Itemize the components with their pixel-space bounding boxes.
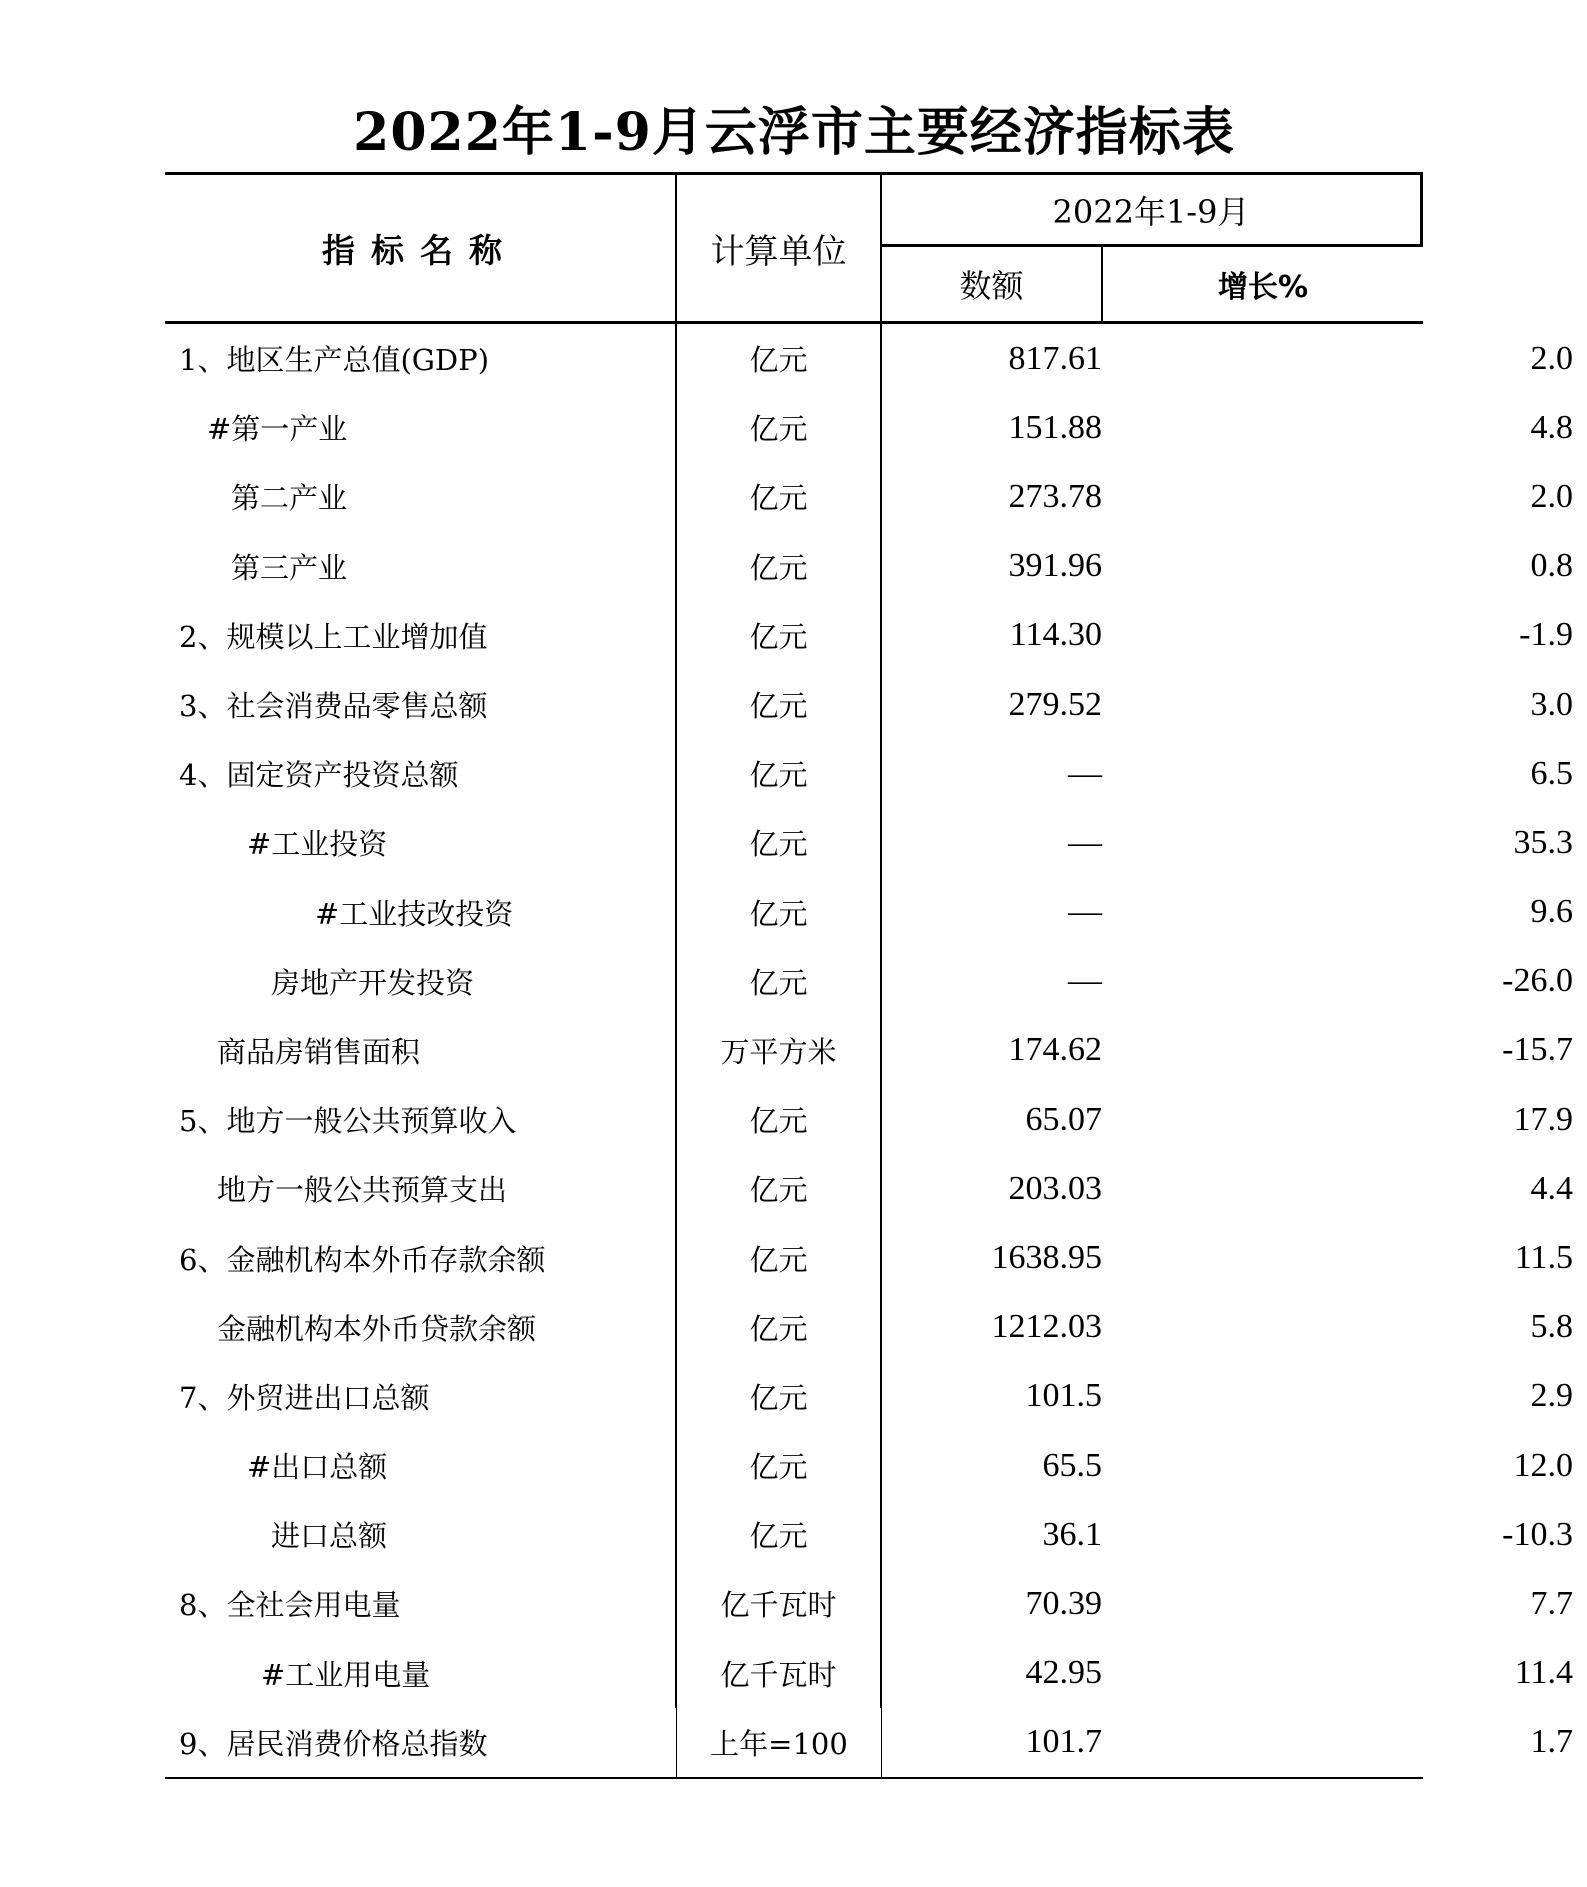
indicator-name-cell: #工业技改投资 bbox=[165, 878, 677, 947]
indicator-name-cell: 地方一般公共预算支出 bbox=[165, 1154, 677, 1223]
value-cell: 65.5 bbox=[1042, 1446, 1102, 1484]
table-row bbox=[165, 601, 1573, 670]
growth-cell: 11.4 bbox=[1514, 1654, 1573, 1692]
header-period: 2022年1-9月 bbox=[882, 175, 1423, 247]
indicator-name-cell: #工业用电量 bbox=[165, 1639, 677, 1708]
unit-cell: 亿千瓦时 bbox=[677, 1639, 882, 1708]
unit-cell: 亿元 bbox=[677, 1293, 882, 1362]
unit-cell: 亿元 bbox=[677, 1431, 882, 1500]
unit-cell: 亿元 bbox=[677, 1154, 882, 1223]
table-row bbox=[165, 878, 1573, 947]
table-header bbox=[165, 172, 1423, 324]
indicator-name-cell: #工业投资 bbox=[165, 808, 677, 877]
indicator-name-cell: #出口总额 bbox=[165, 1431, 677, 1500]
unit-cell: 亿元 bbox=[677, 1085, 882, 1154]
unit-cell: 亿元 bbox=[677, 670, 882, 739]
growth-cell: 6.5 bbox=[1530, 754, 1573, 792]
growth-cell: 11.5 bbox=[1514, 1239, 1573, 1277]
growth-cell: 17.9 bbox=[1513, 1100, 1573, 1138]
table-row bbox=[165, 1223, 1573, 1292]
unit-cell: 亿元 bbox=[677, 1362, 882, 1431]
indicator-name-cell: 7、外贸进出口总额 bbox=[165, 1362, 677, 1431]
table-row bbox=[165, 532, 1573, 601]
unit-cell: 亿元 bbox=[677, 1500, 882, 1569]
table-row bbox=[165, 739, 1573, 808]
header-unit: 计算单位 bbox=[677, 175, 882, 321]
header-value: 数额 bbox=[882, 247, 1103, 321]
table-body bbox=[165, 324, 1573, 1779]
growth-cell: 3.0 bbox=[1530, 685, 1573, 723]
indicator-name-cell: 6、金融机构本外币存款余额 bbox=[165, 1223, 677, 1292]
growth-cell: -26.0 bbox=[1502, 962, 1573, 1000]
table-row bbox=[165, 393, 1573, 462]
unit-cell: 亿元 bbox=[677, 393, 882, 462]
indicator-name-cell: 9、居民消费价格总指数 bbox=[165, 1708, 677, 1777]
value-cell: 114.30 bbox=[1009, 616, 1102, 654]
value-cell: 36.1 bbox=[1042, 1515, 1102, 1553]
indicator-name-cell: 金融机构本外币贷款余额 bbox=[165, 1293, 677, 1362]
value-cell: — bbox=[1068, 823, 1102, 861]
growth-cell: 2.0 bbox=[1530, 477, 1573, 515]
table-row bbox=[165, 1708, 1573, 1777]
growth-cell: 4.4 bbox=[1530, 1169, 1573, 1207]
unit-cell: 亿元 bbox=[677, 878, 882, 947]
value-cell: 70.39 bbox=[1025, 1584, 1102, 1622]
growth-cell: 0.8 bbox=[1530, 547, 1573, 585]
value-cell: 101.7 bbox=[1025, 1723, 1102, 1761]
economic-indicators-table bbox=[165, 172, 1573, 1779]
value-cell: — bbox=[1068, 893, 1102, 931]
growth-cell: 1.7 bbox=[1530, 1723, 1573, 1761]
table-row bbox=[165, 1431, 1573, 1500]
value-cell: 151.88 bbox=[1008, 408, 1102, 446]
indicator-name-cell: 房地产开发投资 bbox=[165, 947, 677, 1016]
value-cell: 101.5 bbox=[1025, 1377, 1102, 1415]
unit-cell: 亿元 bbox=[677, 532, 882, 601]
table-row bbox=[165, 462, 1573, 531]
unit-cell: 亿元 bbox=[677, 947, 882, 1016]
table-row bbox=[165, 1293, 1573, 1362]
value-cell: — bbox=[1068, 754, 1102, 792]
indicator-name-cell: 3、社会消费品零售总额 bbox=[165, 670, 677, 739]
growth-cell: 2.0 bbox=[1530, 339, 1573, 377]
growth-cell: 2.9 bbox=[1530, 1377, 1573, 1415]
value-cell: 1212.03 bbox=[991, 1308, 1102, 1346]
table-row bbox=[165, 1085, 1573, 1154]
unit-cell: 亿千瓦时 bbox=[677, 1569, 882, 1638]
table-row bbox=[165, 808, 1573, 877]
table-row bbox=[165, 1500, 1573, 1569]
unit-cell: 亿元 bbox=[677, 324, 882, 393]
value-cell: — bbox=[1068, 962, 1102, 1000]
growth-cell: 7.7 bbox=[1530, 1584, 1573, 1622]
table-row bbox=[165, 1639, 1573, 1708]
growth-cell: 4.8 bbox=[1530, 408, 1573, 446]
unit-cell: 亿元 bbox=[677, 808, 882, 877]
growth-cell: 12.0 bbox=[1513, 1446, 1573, 1484]
table-row bbox=[165, 1362, 1573, 1431]
indicator-name-cell: 4、固定资产投资总额 bbox=[165, 739, 677, 808]
page-title: 2022年1-9月云浮市主要经济指标表 bbox=[353, 102, 1235, 163]
unit-cell: 万平方米 bbox=[677, 1016, 882, 1085]
table-row bbox=[165, 670, 1573, 739]
unit-cell: 上年=100 bbox=[677, 1708, 882, 1777]
growth-cell: 35.3 bbox=[1513, 823, 1573, 861]
indicator-name-cell: 第二产业 bbox=[165, 462, 677, 531]
indicator-name-cell: 进口总额 bbox=[165, 1500, 677, 1569]
table-row bbox=[165, 1154, 1573, 1223]
table-row bbox=[165, 947, 1573, 1016]
growth-cell: 9.6 bbox=[1530, 893, 1573, 931]
header-growth: 增长% bbox=[1217, 270, 1309, 305]
unit-cell: 亿元 bbox=[677, 462, 882, 531]
indicator-name-cell: 商品房销售面积 bbox=[165, 1016, 677, 1085]
growth-cell: -1.9 bbox=[1519, 616, 1573, 654]
value-cell: 391.96 bbox=[1008, 547, 1102, 585]
unit-cell: 亿元 bbox=[677, 1223, 882, 1292]
value-cell: 273.78 bbox=[1008, 477, 1102, 515]
value-cell: 1638.95 bbox=[991, 1239, 1102, 1277]
indicator-name-cell: 5、地方一般公共预算收入 bbox=[165, 1085, 677, 1154]
value-cell: 42.95 bbox=[1025, 1654, 1102, 1692]
indicator-name-cell: 8、全社会用电量 bbox=[165, 1569, 677, 1638]
table-row bbox=[165, 324, 1573, 393]
header-indicator-name: 指标名称 bbox=[165, 175, 677, 321]
growth-cell: -10.3 bbox=[1502, 1515, 1573, 1553]
value-cell: 203.03 bbox=[1008, 1169, 1102, 1207]
growth-cell: 5.8 bbox=[1530, 1308, 1573, 1346]
table-row bbox=[165, 1569, 1573, 1638]
indicator-name-cell: 2、规模以上工业增加值 bbox=[165, 601, 677, 670]
indicator-name-cell: 1、地区生产总值(GDP) bbox=[165, 324, 677, 393]
value-cell: 279.52 bbox=[1008, 685, 1102, 723]
indicator-name-cell: #第一产业 bbox=[165, 393, 677, 462]
indicator-name-cell: 第三产业 bbox=[165, 532, 677, 601]
value-cell: 817.61 bbox=[1008, 339, 1102, 377]
value-cell: 65.07 bbox=[1025, 1100, 1102, 1138]
value-cell: 174.62 bbox=[1008, 1031, 1102, 1069]
unit-cell: 亿元 bbox=[677, 601, 882, 670]
unit-cell: 亿元 bbox=[677, 739, 882, 808]
growth-cell: -15.7 bbox=[1502, 1031, 1573, 1069]
table-row bbox=[165, 1016, 1573, 1085]
